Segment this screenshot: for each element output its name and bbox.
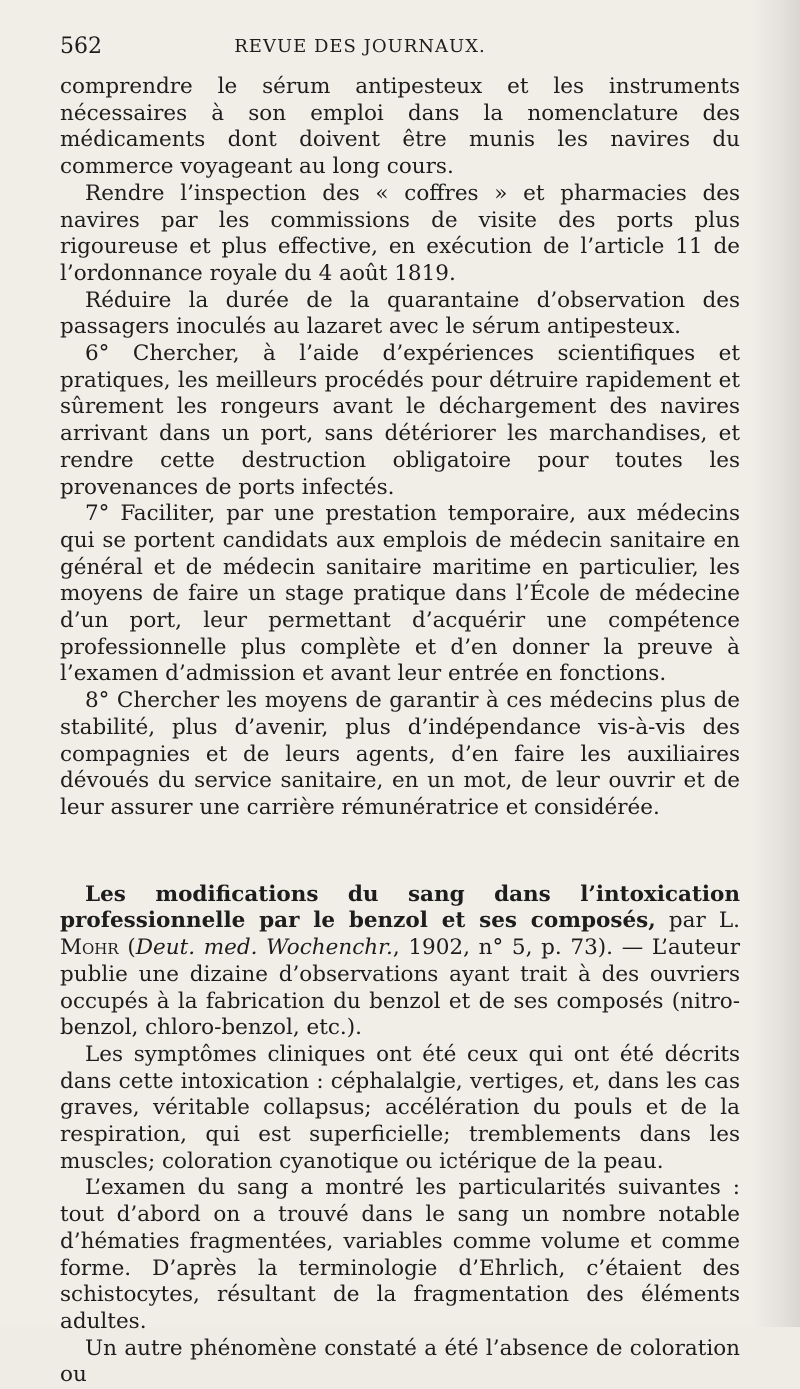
paragraph-blood-exam: L’examen du sang a montré les particularités suivantes : tout d’abord on a trouvé dans le sang un nombre notable d’hématies fragmentées, variables comme volume et comme forme. D’après la terminologie d’Ehrlich, c’étaient des schistocytes, résultant de la fragmentation des éléments adultes. [60, 1175, 740, 1334]
page-header [60, 34, 740, 64]
paragraph-symptoms: Les symptômes cliniques ont été ceux qui ont été décrits dans cette intoxication : céphalalgie, vertiges, et, dans les cas graves, véritable collapsus; accélération du pouls et de la respiration, qui est superficielle; tremblements dans les muscles; coloration cyanotique ou ictérique de la peau. [60, 1041, 740, 1174]
article-journal: Deut. med. Wochenchr. [135, 935, 393, 961]
article-by: par L. [655, 908, 741, 934]
paragraph-quarantine: Réduire la durée de la quarantaine d’observation des passagers inoculés au lazaret avec le sérum antipesteux. [60, 287, 740, 340]
paragraph-coloration: Un autre phénomène constaté a été l’absence de coloration ou [60, 1335, 740, 1388]
paragraph-item-8: 8° Chercher les moyens de garantir à ces médecins plus de stabilité, plus d’avenir, plus d’indépendance vis-à-vis des compagnies et de leurs agents, d’en faire les auxiliaires dévoués du service sanitaire, en un mot, de leur ouvrir et de leur assurer une carrière rémunératrice et considérée. [60, 688, 740, 820]
page-number: 562 [60, 34, 102, 59]
body-text [60, 74, 740, 1389]
article-title: Les modifications du sang dans l’intoxication professionnelle par le benzol et ses composés, [60, 881, 740, 934]
article-open-paren: ( [118, 935, 136, 961]
paragraph-inspection: Rendre l’inspection des « coffres » et pharmacies des navires par les commissions de visite des ports plus rigoureuse et plus effective, en exécution de l’article 11 de l’ordonnance royale du 4 août 1819. [60, 180, 740, 286]
running-title: REVUE DES JOURNAUX. [234, 36, 486, 57]
paragraph-item-7: 7° Faciliter, par une prestation temporaire, aux médecins qui se portent candidats aux emplois de médecin sanitaire en général et de médecin sanitaire maritime en particulier, les moyens de faire un stage pratique dans l’École de médecine d’un port, leur permettant d’acquérir une compétence professionnelle plus complète et d’en donner la preuve à l’examen d’admission et avant leur entrée en fonctions. [60, 501, 740, 687]
paragraph-item-6: 6° Chercher, à l’aide d’expériences scientifiques et pratiques, les meilleurs procédés pour détruire rapidement et sûrement les rongeurs avant le déchargement des navires arrivant dans un port, sans détériorer les marchandises, et rendre cette destruction obligatoire pour toutes les provenances de ports infectés. [60, 341, 740, 500]
page-gutter-shadow [750, 0, 800, 1327]
article-author: Mohr [60, 935, 119, 961]
article-citation: , 1902, n° 5, p. 73). [392, 935, 613, 961]
section-gap [60, 822, 740, 882]
article-intro-text: — L’auteur publie une dizaine d’observations ayant trait à des ouvriers occupés à la fabrication du benzol et de ses composés (nitro-benzol, chloro-benzol, etc.). [60, 935, 741, 1041]
article-intro-paragraph [60, 882, 740, 1042]
paragraph-continuation: comprendre le sérum antipesteux et les instruments nécessaires à son emploi dans la nomenclature des médicaments dont doivent être munis les navires du commerce voyageant au long cours. [60, 74, 740, 180]
